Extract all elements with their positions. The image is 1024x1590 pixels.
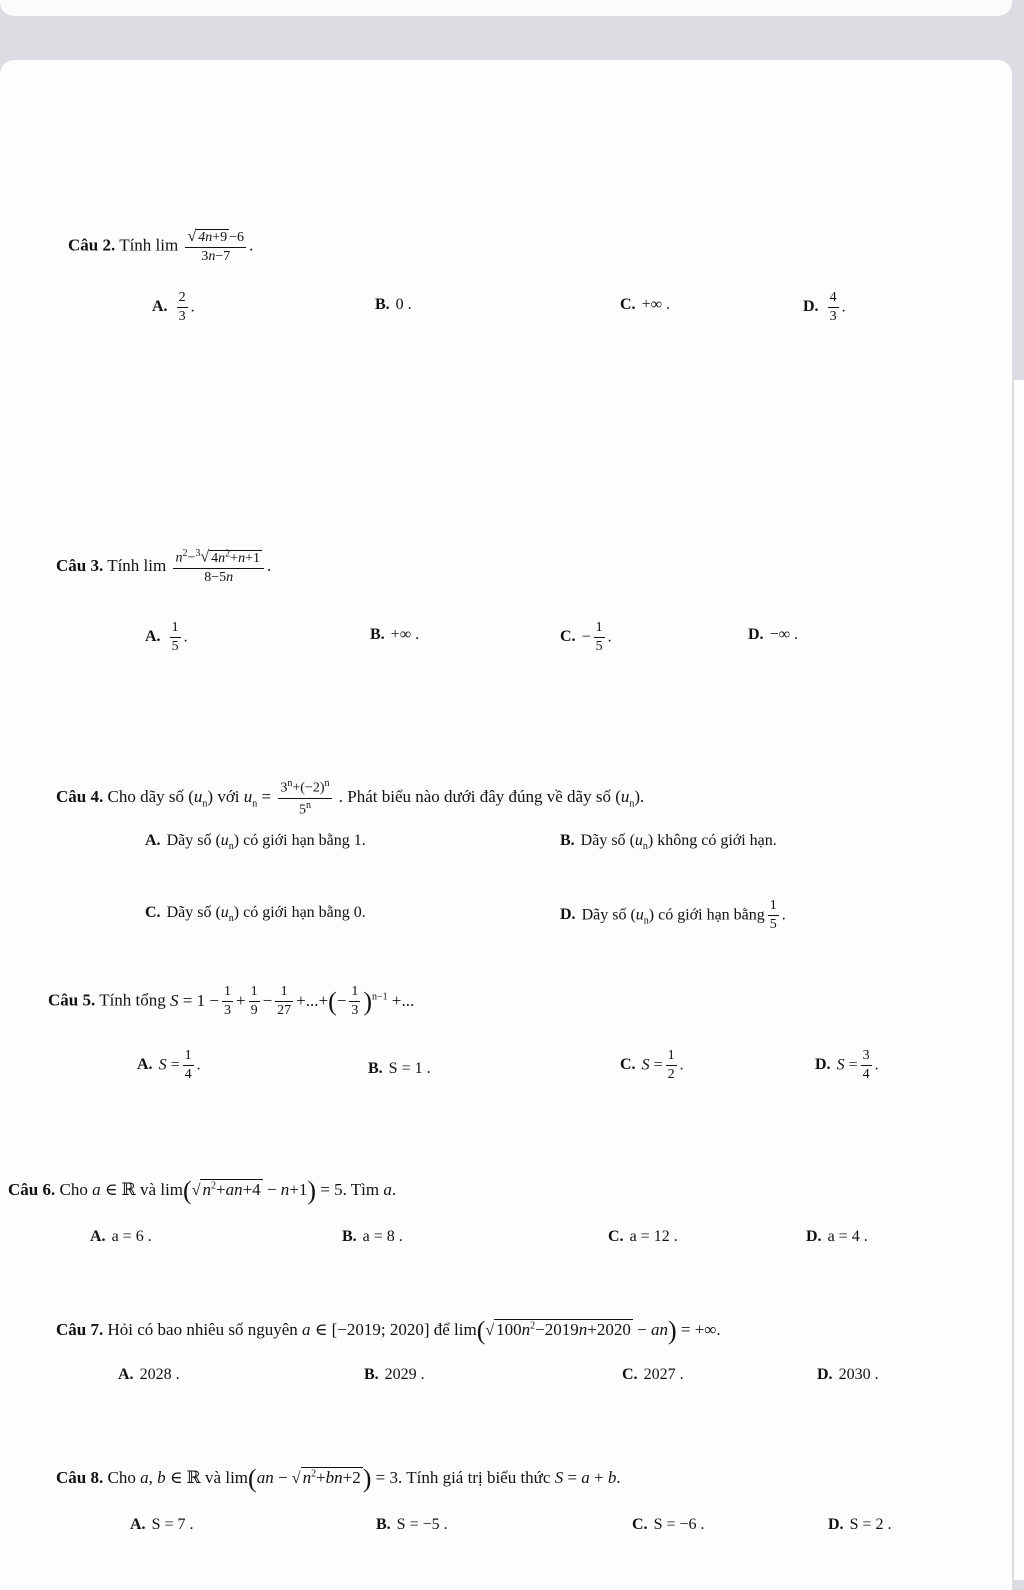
option-a[interactable]: A. a = 6 . — [90, 1228, 152, 1245]
option-a[interactable]: A. Dãy số $(u_n)$ có giới hạn bằng 1. — [145, 832, 366, 853]
option-b[interactable]: B. 2029 . — [364, 1366, 425, 1383]
formula: $\frac{n^2-^3√ 4n^2+n+1}{8-5n}$ — [173, 548, 264, 586]
previous-card — [0, 0, 1012, 16]
question-text: Tính tổng — [99, 990, 166, 1010]
question-label: Câu 8. — [56, 1467, 104, 1487]
question-text: Tính lim — [107, 555, 167, 575]
question-text: Cho dãy số — [107, 787, 184, 807]
formula: lim(√ $100n^2-2019n+2020 - an$) = +∞ — [454, 1316, 717, 1345]
question-6: Câu 6. Cho a ∈ ℝ và lim(√ $n^2+an+4 - n+1) = 5$. Tìm a. — [8, 1176, 397, 1205]
question-label: Câu 3. — [56, 555, 104, 575]
option-a[interactable]: A. 2028 . — [118, 1366, 180, 1383]
question-label: Câu 6. — [8, 1179, 56, 1199]
option-b[interactable]: B. a = 8 . — [342, 1228, 403, 1245]
option-b[interactable]: B. 0 . — [375, 296, 412, 313]
option-b[interactable]: B. S = 1 . — [368, 1060, 431, 1077]
option-c[interactable]: C. S = −6 . — [632, 1516, 705, 1533]
question-text: Cho — [107, 1467, 136, 1487]
option-d[interactable]: D. −∞ . — [748, 626, 798, 643]
formula: $\frac{3^n+(-2)^n}{5^n}$ — [280, 778, 330, 818]
option-c[interactable]: C. +∞ . — [620, 296, 670, 313]
option-b[interactable]: B. +∞ . — [370, 626, 420, 643]
question-8: Câu 8. Cho a, b ∈ ℝ và lim(an − √ $n^2+bn+2) = 3$. Tính giá trị biểu thức S = a + b. — [56, 1464, 621, 1493]
formula: lim(an − √ $n^2+bn+2) = 3$ — [225, 1464, 399, 1493]
formula: S = 1 − $\frac{1}{3}$ + $\frac{1}{9}$ − $\frac{1}{27}$ +...+(− $\frac{1}{3}$ )$^{n-1}$ +... — [170, 984, 415, 1019]
option-d[interactable]: D. S = 2 . — [828, 1516, 892, 1533]
question-label: Câu 2. — [68, 235, 116, 255]
formula: $\frac{√ 4n+9 -6}{3n-7}$ — [187, 228, 245, 265]
question-label: Câu 4. — [56, 787, 104, 807]
question-text: Cho — [59, 1179, 88, 1199]
option-c[interactable]: C. Dãy số $(u_n)$ có giới hạn bằng 0. — [145, 904, 366, 925]
question-3: Câu 3. Tính lim $\frac{n^2-^3√ 4n^2+n+1}{8-5n}$ . — [56, 548, 272, 586]
option-d[interactable]: D. S = $\frac{3}{4}$ . — [815, 1048, 879, 1083]
option-a[interactable]: A. $\frac{2}{3}$ . — [152, 290, 195, 325]
question-5 — [48, 984, 414, 1019]
option-d[interactable]: D. $\frac{4}{3}$ . — [803, 290, 846, 325]
option-b[interactable]: B. Dãy số $(u_n)$ không có giới hạn. — [560, 832, 777, 853]
sheet-edge — [1014, 380, 1024, 1580]
question-text-after: . Phát biểu nào dưới đây đúng về dãy số — [338, 787, 611, 807]
option-d[interactable]: D. a = 4 . — [806, 1228, 868, 1245]
option-c[interactable]: C. − $\frac{1}{5}$ . — [560, 620, 612, 655]
option-a[interactable]: A. S = $\frac{1}{4}$ . — [137, 1048, 201, 1083]
option-d[interactable]: D. 2030 . — [817, 1366, 879, 1383]
question-7: Câu 7. Hỏi có bao nhiêu số nguyên a ∈ [−2019; 2020] để lim(√ $100n^2-2019n+2020 - an$) = +∞. — [56, 1316, 721, 1345]
question-4: Câu 4. Cho dãy số $(u_n)$ với $u_n$ = $\frac{3^n+(-2)^n}{5^n}$ . Phát biểu nào dưới đây đúng về dãy số $(u_n)$. — [56, 778, 645, 818]
question-label: Câu 5. — [48, 990, 96, 1010]
question-2: Câu 2. Tính lim $\frac{√ 4n+9 -6}{3n-7}$ . — [68, 228, 254, 265]
question-label: Câu 7. — [56, 1319, 104, 1339]
question-text: Tính lim — [119, 235, 179, 255]
question-text: Hỏi có bao nhiêu số nguyên — [107, 1319, 298, 1339]
formula: lim(√ $n^2+an+4 - n+1) = 5$ — [160, 1176, 343, 1205]
option-c[interactable]: C. S = $\frac{1}{2}$ . — [620, 1048, 684, 1083]
option-a[interactable]: A. S = 7 . — [130, 1516, 194, 1533]
option-b[interactable]: B. S = −5 . — [376, 1516, 448, 1533]
option-a[interactable]: A. $\frac{1}{5}$ . — [145, 620, 188, 655]
option-d[interactable]: D. Dãy số $(u_n)$ có giới hạn bằng $\frac{1}{5}$ . — [560, 898, 786, 933]
option-c[interactable]: C. 2027 . — [622, 1366, 684, 1383]
option-c[interactable]: C. a = 12 . — [608, 1228, 678, 1245]
